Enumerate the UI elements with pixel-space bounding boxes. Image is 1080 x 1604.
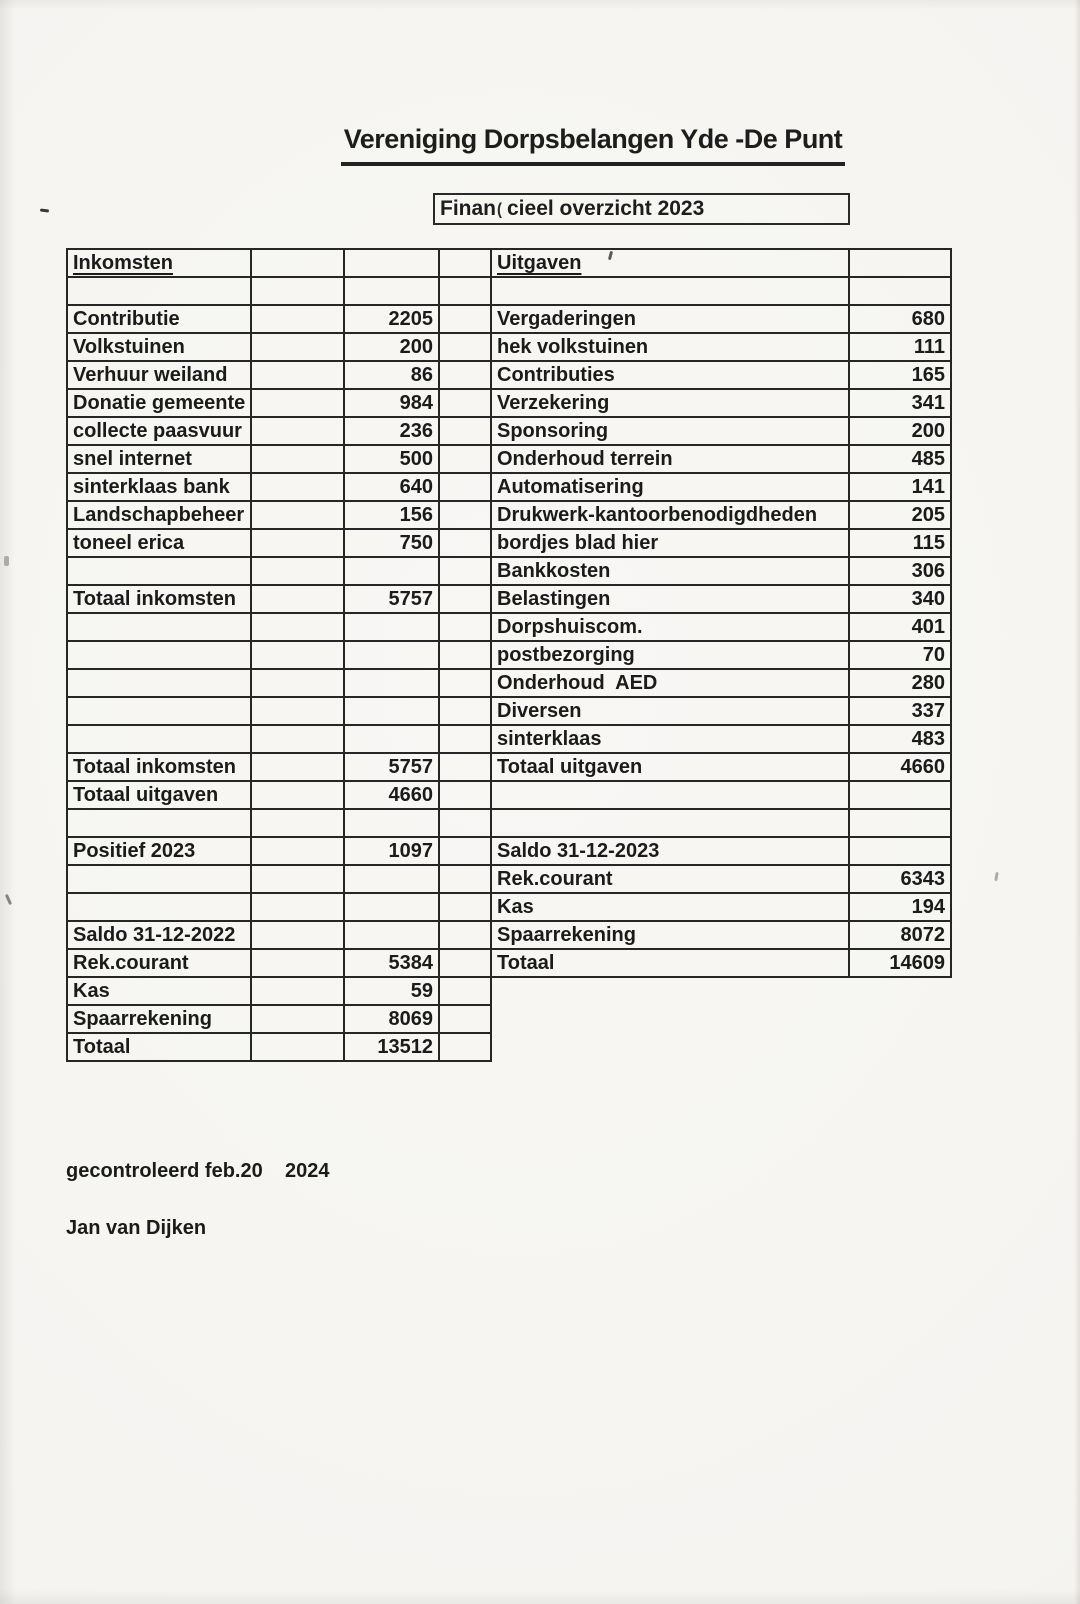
spacer-column-cell: [439, 557, 491, 585]
value-cell: 341: [849, 389, 951, 417]
label-cell: postbezorging: [491, 641, 849, 669]
spacer-column-cell: [439, 753, 491, 781]
scan-artifact: [40, 208, 49, 212]
table-row: [491, 697, 951, 725]
spacer-cell: [251, 529, 344, 557]
label-cell: Volkstuinen: [67, 333, 251, 361]
spacer-column: [438, 248, 492, 1062]
table-row: [439, 529, 491, 557]
label-cell: Rek.courant: [67, 949, 251, 977]
value-cell: 200: [344, 333, 439, 361]
label-cell: Totaal: [67, 1033, 251, 1061]
table-row: [439, 249, 491, 277]
table-row: [439, 725, 491, 753]
subtitle-box: [433, 193, 850, 225]
value-cell: [344, 893, 439, 921]
spacer-column-cell: [439, 809, 491, 837]
label-cell: Kas: [67, 977, 251, 1005]
value-cell: 4660: [344, 781, 439, 809]
value-cell: 6343: [849, 865, 951, 893]
table-row: [439, 921, 491, 949]
spacer-column-cell: [439, 529, 491, 557]
table-row: [67, 809, 439, 837]
value-cell: [344, 277, 439, 305]
table-row: [67, 529, 439, 557]
spacer-cell: [251, 417, 344, 445]
table-row: [439, 837, 491, 865]
table-row: [491, 445, 951, 473]
table-row: [439, 417, 491, 445]
label-cell: [67, 277, 251, 305]
value-cell: 8069: [344, 1005, 439, 1033]
spacer-column-cell: [439, 501, 491, 529]
spacer-cell: [251, 781, 344, 809]
spacer-column-cell: [439, 277, 491, 305]
spacer-cell: [251, 501, 344, 529]
value-cell: 306: [849, 557, 951, 585]
label-cell: Positief 2023: [67, 837, 251, 865]
spacer-cell: [251, 893, 344, 921]
footer-checked-text: gecontroleerd feb.20: [66, 1160, 263, 1182]
table-row: [491, 837, 951, 865]
spacer-cell: [251, 753, 344, 781]
table-row: [439, 473, 491, 501]
spacer-column-cell: [439, 305, 491, 333]
scan-artifact: [994, 872, 999, 881]
spacer-cell: [251, 641, 344, 669]
table-row: [491, 781, 951, 809]
table-row: [491, 501, 951, 529]
spacer-cell: [251, 585, 344, 613]
table-row: [491, 333, 951, 361]
table-row: [491, 809, 951, 837]
table-row: [491, 585, 951, 613]
table-row: [67, 1005, 439, 1033]
label-cell: Totaal inkomsten: [67, 585, 251, 613]
value-cell: 59: [344, 977, 439, 1005]
table-row: [67, 977, 439, 1005]
value-cell: 70: [849, 641, 951, 669]
label-cell: Diversen: [491, 697, 849, 725]
table-row: [67, 781, 439, 809]
spacer-column-cell: [439, 669, 491, 697]
value-cell: 2205: [344, 305, 439, 333]
value-cell: 5757: [344, 585, 439, 613]
value-cell: 14609: [849, 949, 951, 977]
table-row: [439, 501, 491, 529]
label-cell: Spaarrekening: [491, 921, 849, 949]
table-row: [67, 1033, 439, 1061]
value-cell: 640: [344, 473, 439, 501]
spacer-column-cell: [439, 1005, 491, 1033]
label-cell: [67, 557, 251, 585]
value-cell: 4660: [849, 753, 951, 781]
spacer-cell: [251, 921, 344, 949]
label-cell: [67, 725, 251, 753]
label-cell: Inkomsten: [67, 249, 251, 277]
label-cell: [67, 865, 251, 893]
table-row: [67, 753, 439, 781]
label-cell: [67, 893, 251, 921]
table-row: [67, 277, 439, 305]
spacer-cell: [251, 725, 344, 753]
value-cell: 5757: [344, 753, 439, 781]
label-cell: Uitgaven: [491, 249, 849, 277]
table-row: [439, 949, 491, 977]
table-row: [439, 613, 491, 641]
value-cell: 200: [849, 417, 951, 445]
table-row: [439, 893, 491, 921]
spacer-column-cell: [439, 1033, 491, 1061]
label-cell: Totaal inkomsten: [67, 753, 251, 781]
table-row: [491, 641, 951, 669]
value-cell: 750: [344, 529, 439, 557]
expenses-table: [490, 248, 952, 978]
value-cell: [344, 641, 439, 669]
table-row: [439, 641, 491, 669]
value-cell: [344, 669, 439, 697]
value-cell: 1097: [344, 837, 439, 865]
label-cell: [491, 781, 849, 809]
label-cell: Donatie gemeente: [67, 389, 251, 417]
spacer-column-cell: [439, 333, 491, 361]
spacer-column-cell: [439, 837, 491, 865]
value-cell: [849, 837, 951, 865]
value-cell: 500: [344, 445, 439, 473]
table-row: [491, 305, 951, 333]
label-cell: Onderhoud AED: [491, 669, 849, 697]
spacer-cell: [251, 361, 344, 389]
table-row: [67, 333, 439, 361]
table-row: [439, 389, 491, 417]
label-cell: collecte paasvuur: [67, 417, 251, 445]
spacer-column-cell: [439, 361, 491, 389]
value-cell: 165: [849, 361, 951, 389]
label-cell: toneel erica: [67, 529, 251, 557]
label-cell: Drukwerk-kantoorbenodigdheden: [491, 501, 849, 529]
subtitle-text-right: cieel overzicht 2023: [507, 197, 705, 220]
label-cell: Belastingen: [491, 585, 849, 613]
label-cell: [67, 809, 251, 837]
value-cell: [344, 613, 439, 641]
spacer-cell: [251, 305, 344, 333]
value-cell: 483: [849, 725, 951, 753]
table-row: [67, 445, 439, 473]
value-cell: 205: [849, 501, 951, 529]
document-title: Vereniging Dorpsbelangen Yde -De Punt: [341, 124, 845, 166]
table-row: [67, 613, 439, 641]
table-row: [491, 529, 951, 557]
table-row: [67, 585, 439, 613]
table-row: [491, 725, 951, 753]
label-cell: Vergaderingen: [491, 305, 849, 333]
spacer-cell: [251, 809, 344, 837]
table-row: [491, 613, 951, 641]
label-cell: Contributies: [491, 361, 849, 389]
value-cell: 194: [849, 893, 951, 921]
spacer-column-cell: [439, 613, 491, 641]
value-cell: 401: [849, 613, 951, 641]
label-cell: snel internet: [67, 445, 251, 473]
value-cell: 337: [849, 697, 951, 725]
value-cell: 86: [344, 361, 439, 389]
label-cell: Verhuur weiland: [67, 361, 251, 389]
label-cell: [491, 809, 849, 837]
table-row: [439, 277, 491, 305]
spacer-cell: [251, 977, 344, 1005]
value-cell: 156: [344, 501, 439, 529]
label-cell: Onderhoud terrein: [491, 445, 849, 473]
scan-artifact: [5, 894, 12, 905]
table-row: [491, 753, 951, 781]
table-row: [439, 669, 491, 697]
label-cell: Sponsoring: [491, 417, 849, 445]
table-row: [67, 473, 439, 501]
label-cell: Totaal uitgaven: [491, 753, 849, 781]
footer-author-name: Jan van Dijken: [66, 1217, 207, 1239]
value-cell: [849, 809, 951, 837]
table-row: [67, 557, 439, 585]
table-row: [491, 417, 951, 445]
table-row: [439, 1005, 491, 1033]
table-row: [67, 249, 439, 277]
value-cell: [344, 809, 439, 837]
table-row: [67, 837, 439, 865]
value-cell: [344, 249, 439, 277]
label-cell: Landschapbeheer: [67, 501, 251, 529]
label-cell: [67, 697, 251, 725]
label-cell: Kas: [491, 893, 849, 921]
label-cell: bordjes blad hier: [491, 529, 849, 557]
spacer-cell: [251, 445, 344, 473]
spacer-cell: [251, 669, 344, 697]
value-cell: 680: [849, 305, 951, 333]
table-row: [439, 333, 491, 361]
label-cell: Dorpshuiscom.: [491, 613, 849, 641]
spacer-cell: [251, 249, 344, 277]
value-cell: 141: [849, 473, 951, 501]
table-row: [439, 585, 491, 613]
label-cell: Contributie: [67, 305, 251, 333]
table-row: [67, 389, 439, 417]
spacer-column-cell: [439, 725, 491, 753]
value-cell: 340: [849, 585, 951, 613]
spacer-cell: [251, 389, 344, 417]
scan-artifact: [4, 556, 9, 566]
table-row: [439, 977, 491, 1005]
label-cell: Rek.courant: [491, 865, 849, 893]
label-cell: Bankkosten: [491, 557, 849, 585]
table-row: [67, 893, 439, 921]
spacer-cell: [251, 613, 344, 641]
label-cell: sinterklaas: [491, 725, 849, 753]
label-cell: [67, 669, 251, 697]
table-row: [67, 641, 439, 669]
value-cell: [849, 781, 951, 809]
label-cell: Verzekering: [491, 389, 849, 417]
label-cell: sinterklaas bank: [67, 473, 251, 501]
table-row: [491, 557, 951, 585]
label-cell: Saldo 31-12-2023: [491, 837, 849, 865]
table-row: [491, 249, 951, 277]
value-cell: 111: [849, 333, 951, 361]
spacer-cell: [251, 697, 344, 725]
spacer-column-cell: [439, 865, 491, 893]
table-row: [439, 865, 491, 893]
value-cell: [849, 249, 951, 277]
spacer-cell: [251, 1033, 344, 1061]
table-row: [439, 361, 491, 389]
spacer-column-cell: [439, 921, 491, 949]
table-row: [67, 921, 439, 949]
label-cell: Automatisering: [491, 473, 849, 501]
value-cell: 115: [849, 529, 951, 557]
spacer-column-cell: [439, 389, 491, 417]
spacer-column-cell: [439, 473, 491, 501]
value-cell: 236: [344, 417, 439, 445]
table-row: [491, 893, 951, 921]
value-cell: 5384: [344, 949, 439, 977]
table-row: [67, 361, 439, 389]
income-table: [66, 248, 440, 1062]
spacer-column-cell: [439, 781, 491, 809]
spacer-cell: [251, 1005, 344, 1033]
table-row: [67, 669, 439, 697]
spacer-cell: [251, 865, 344, 893]
label-cell: [491, 277, 849, 305]
value-cell: [344, 725, 439, 753]
value-cell: [344, 557, 439, 585]
scan-artifact-paren: (: [497, 200, 502, 219]
label-cell: Totaal: [491, 949, 849, 977]
table-row: [67, 949, 439, 977]
spacer-column-cell: [439, 697, 491, 725]
value-cell: 13512: [344, 1033, 439, 1061]
spacer-cell: [251, 277, 344, 305]
spacer-cell: [251, 949, 344, 977]
table-row: [491, 865, 951, 893]
label-cell: hek volkstuinen: [491, 333, 849, 361]
table-row: [491, 277, 951, 305]
value-cell: 485: [849, 445, 951, 473]
spacer-column-cell: [439, 949, 491, 977]
footer-year-text: 2024: [285, 1160, 330, 1182]
spacer-column-cell: [439, 417, 491, 445]
value-cell: [849, 277, 951, 305]
table-row: [439, 557, 491, 585]
value-cell: 984: [344, 389, 439, 417]
label-cell: [67, 613, 251, 641]
label-cell: [67, 641, 251, 669]
table-row: [491, 473, 951, 501]
subtitle-text-left: Finan: [440, 197, 496, 220]
spacer-cell: [251, 837, 344, 865]
table-row: [439, 445, 491, 473]
table-row: [439, 781, 491, 809]
value-cell: [344, 921, 439, 949]
label-cell: Totaal uitgaven: [67, 781, 251, 809]
label-cell: Spaarrekening: [67, 1005, 251, 1033]
value-cell: [344, 697, 439, 725]
table-row: [491, 669, 951, 697]
value-cell: 280: [849, 669, 951, 697]
spacer-cell: [251, 473, 344, 501]
table-row: [439, 753, 491, 781]
table-row: [491, 949, 951, 977]
spacer-cell: [251, 557, 344, 585]
spacer-column-cell: [439, 893, 491, 921]
spacer-column-cell: [439, 445, 491, 473]
table-row: [439, 697, 491, 725]
table-row: [67, 417, 439, 445]
table-row: [67, 725, 439, 753]
table-row: [439, 305, 491, 333]
table-row: [439, 809, 491, 837]
spacer-cell: [251, 333, 344, 361]
table-row: [67, 697, 439, 725]
label-cell: Saldo 31-12-2022: [67, 921, 251, 949]
spacer-column-cell: [439, 977, 491, 1005]
spacer-column-cell: [439, 641, 491, 669]
table-row: [491, 361, 951, 389]
value-cell: [344, 865, 439, 893]
spacer-column-cell: [439, 585, 491, 613]
table-row: [67, 501, 439, 529]
table-row: [491, 389, 951, 417]
table-row: [439, 1033, 491, 1061]
table-row: [67, 865, 439, 893]
spacer-column-cell: [439, 249, 491, 277]
table-row: [67, 305, 439, 333]
value-cell: 8072: [849, 921, 951, 949]
table-row: [491, 921, 951, 949]
